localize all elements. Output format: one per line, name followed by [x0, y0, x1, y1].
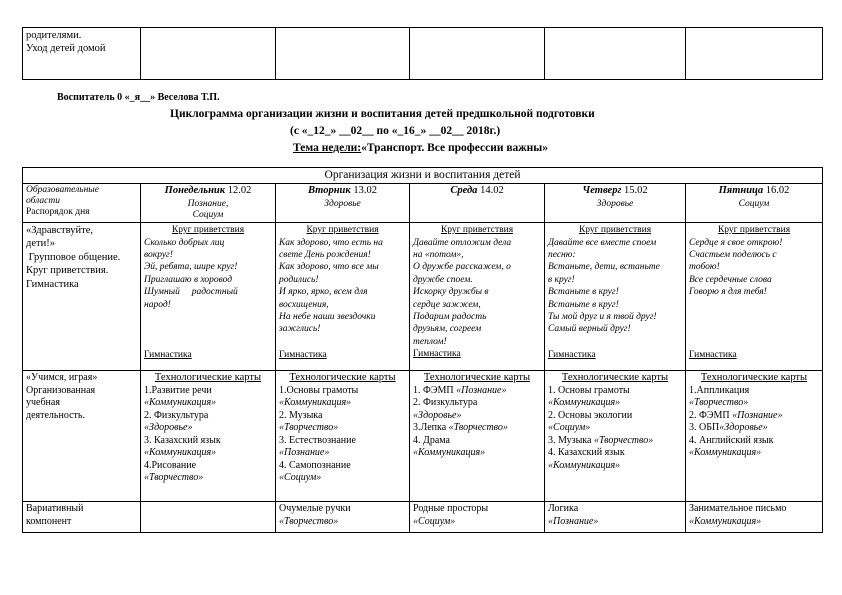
greeting-left-line: Круг приветствия. [26, 265, 109, 277]
poem-line: вокруг! [144, 249, 173, 260]
cards-label: Технологические карты [289, 372, 396, 383]
lesson-line: 1. ФЭМП «Познание» [413, 384, 507, 396]
top-left-cell [23, 28, 141, 80]
poem-line: дружбе споем. [413, 274, 473, 285]
left-header-line: Образовательные [26, 184, 99, 195]
day-date: 16.02 [765, 184, 790, 196]
circle-label: Круг приветствия [717, 225, 791, 235]
left-header-line: области [26, 195, 61, 206]
lesson-line: 4. Казахский язык [548, 447, 625, 458]
lesson-line: 3.Лепка «Творчество» [413, 422, 508, 433]
poem [413, 237, 541, 349]
poem-line: Говорю я для тебя! [689, 287, 767, 298]
lesson-line: «Коммуникация» [548, 397, 621, 408]
theme-value: «Транспорт. Все профессии важны» [361, 142, 548, 154]
day-name: Среда [450, 184, 478, 196]
cards-label: Технологические карты [700, 372, 808, 383]
date-range: (с «_12_» __02__ по «_16_» __02__ 2018г.) [290, 125, 501, 137]
lesson-line: «Творчество» [279, 422, 339, 433]
lesson-line: 1.Основы грамоты [279, 384, 359, 396]
poem-line: народ! [144, 299, 171, 310]
poem-line: Счастьем поделюсь с [689, 249, 777, 260]
variative-left-cell [23, 502, 141, 533]
day-header [276, 183, 410, 198]
cards-label: Технологические карты [423, 372, 531, 383]
learning-left-line: «Учимся, играя» [26, 372, 98, 383]
poem-line: Встаньте в круг! [548, 299, 619, 310]
lesson-line: «Здоровье» [144, 422, 193, 433]
poem-line: зажглись! [279, 324, 321, 335]
learning-cell [276, 371, 410, 502]
learning-left-cell [23, 371, 141, 502]
variative-line: Занимательное письмо [689, 503, 787, 514]
poem-line: в круг! [548, 274, 575, 285]
variative-line: «Познание» [548, 515, 599, 527]
table-row [23, 223, 823, 371]
variative-line: «Социум» [413, 515, 456, 527]
lesson-line: 2. Физкультура [144, 409, 209, 421]
edu-area: Здоровье [276, 198, 410, 223]
table-cell [410, 28, 545, 80]
lesson-line: 3. Казахский язык [144, 434, 221, 446]
poem [548, 237, 682, 336]
poem [279, 237, 406, 336]
circle-label: Круг приветствия [171, 225, 245, 235]
greeting-cell [141, 223, 276, 371]
poem-line: На небе наши звездочки [279, 311, 376, 322]
greeting-left-line: Групповое общение. [26, 251, 121, 263]
top-partial-table [22, 27, 823, 80]
day-header [141, 183, 276, 198]
variative-cell [545, 502, 686, 533]
lesson-line: 1. Основы грамоты [548, 384, 630, 396]
lesson-line: «Социум» [548, 422, 591, 433]
variative-line: Очумелые ручки [279, 503, 351, 514]
poem-line: Сердце я свое открою! [689, 237, 783, 248]
lesson-line: «Социум» [279, 472, 322, 483]
lesson-line: 2. Основы экологии [548, 409, 633, 421]
day-date: 13.02 [353, 184, 377, 196]
greeting-left-line: Гимнастика [26, 278, 79, 290]
circle-label: Круг приветствия [306, 225, 379, 235]
day-header [686, 183, 823, 198]
greeting-cell [686, 223, 823, 371]
cards-label: Технологические карты [561, 372, 669, 383]
table-row [23, 168, 823, 184]
table-row [23, 371, 823, 502]
edu-area: Социум [686, 198, 823, 223]
learning-cell [410, 371, 545, 502]
week-theme [293, 141, 842, 155]
gym-label: Гимнастика [548, 349, 596, 360]
table-cell [141, 28, 276, 80]
schedule-table [22, 167, 823, 533]
poem-line: восхищения, [279, 299, 329, 310]
poem-line: Подарим радость [413, 311, 487, 322]
poem-line: Искорку дружбы в [413, 287, 489, 298]
poem-line: Самый верный друг! [548, 324, 631, 335]
variative-cell [686, 502, 823, 533]
table-row [23, 502, 823, 533]
poem-line: Все сердечные слова [689, 274, 772, 285]
lesson-line: «Коммуникация» [279, 397, 352, 408]
lesson-line: 4. Самопознание [279, 459, 351, 471]
lesson-line: 1.Аппликация [689, 384, 750, 396]
learning-cell [545, 371, 686, 502]
educator-line: Воспитатель 0 «_я__» Веселова Т.П. [57, 92, 220, 103]
poem-line: О дружбе расскажем, о [413, 262, 511, 273]
table-row [23, 198, 823, 223]
lesson-line: «Здоровье» [413, 409, 462, 421]
gym-label: Гимнастика [144, 349, 192, 360]
day-header [410, 183, 545, 198]
greeting-left-cell [23, 223, 141, 371]
greeting-cell [410, 223, 545, 371]
greeting-cell [276, 223, 410, 371]
lesson-line: 4. Драма [413, 434, 450, 446]
poem-line: Как здорово, что все мы [279, 262, 379, 273]
lesson-line: «Коммуникация» [548, 459, 621, 471]
top-cell-line: Уход детей домой [26, 43, 106, 54]
lesson-line: 1.Развитие речи [144, 384, 212, 396]
learning-cell [141, 371, 276, 502]
greeting-cell [545, 223, 686, 371]
poem-line: Давайте все вместе споем [548, 237, 657, 248]
lesson-line: 4.Рисование [144, 459, 197, 471]
day-date: 14.02 [480, 184, 504, 196]
table-cell [276, 28, 410, 80]
poem-line: песню: [548, 249, 576, 260]
poem-line: Встаньте в круг! [548, 287, 619, 298]
circle-label: Круг приветствия [440, 225, 514, 235]
lesson-line: «Творчество» [689, 397, 749, 408]
edu-area: Познание, Социум [141, 198, 276, 223]
day-name: Четверг [582, 184, 622, 196]
cards-label: Технологические карты [154, 372, 262, 383]
table-caption: Организация жизни и воспитания детей [23, 168, 823, 184]
poem-line: теплом! [413, 336, 447, 347]
lesson-line: «Коммуникация» [413, 447, 486, 458]
variative-left-line: Вариативный [26, 503, 84, 514]
variative-cell [276, 502, 410, 533]
poem [689, 237, 819, 299]
variative-line: «Коммуникация» [689, 515, 762, 527]
lesson-line: 2. Музыка [279, 409, 323, 421]
left-header-line: Распорядок дня [26, 206, 90, 217]
poem-line: на «потом», [413, 249, 464, 260]
top-cell-line: родителями. [26, 30, 82, 41]
table-row [23, 183, 823, 198]
poem-line: И ярко, ярко, всем для [279, 287, 368, 298]
gym-label: Гимнастика [689, 349, 737, 360]
gym-label: Гимнастика [413, 349, 461, 360]
poem-line: Ты мой друг и я твой друг! [548, 311, 657, 322]
lesson-line: 3. Музыка «Творчество» [548, 434, 654, 446]
variative-left-line: компонент [26, 515, 72, 527]
lesson-line: 3. Естествознание [279, 434, 356, 446]
poem-line: друзьям, согреем [413, 324, 482, 335]
poem-line: Приглашаю в хоровод [144, 274, 233, 285]
variative-line: Родные просторы [413, 503, 489, 514]
lesson-line: «Познание» [279, 447, 330, 458]
poem-line: тобою! [689, 262, 720, 273]
poem-line: Сколько добрых лиц [144, 237, 225, 248]
page-title: Циклограмма организации жизни и воспитания детей предшкольной подготовки [170, 108, 595, 120]
lesson-line: 2. ФЭМП «Познание» [689, 409, 783, 421]
learning-cell [686, 371, 823, 502]
day-name: Вторник [308, 184, 351, 196]
poem-line: Как здорово, что есть на [279, 237, 383, 248]
lesson-line: 4. Английский язык [689, 434, 774, 446]
poem-line: Давайте отложим дела [413, 237, 512, 248]
variative-cell [141, 502, 276, 533]
table-cell [545, 28, 686, 80]
lesson-line: 3. ОБП«Здоровье» [689, 422, 768, 433]
poem-line: Шумный радостный [144, 287, 238, 298]
day-name: Понедельник [164, 184, 226, 196]
edu-area: Здоровье [545, 198, 686, 223]
day-name: Пятница [718, 184, 764, 196]
poem-line: Эй, ребята, шире круг! [144, 262, 238, 273]
poem [144, 237, 272, 311]
gym-label: Гимнастика [279, 349, 327, 360]
table-cell [686, 28, 823, 80]
poem-line: свете День рождения! [279, 249, 371, 260]
poem-line: Встаньте, дети, встаньте [548, 262, 660, 273]
lesson-line: «Коммуникация» [144, 397, 217, 408]
table-row [23, 28, 823, 80]
variative-cell [410, 502, 545, 533]
learning-left-line: деятельность. [26, 409, 85, 421]
circle-label: Круг приветствия [578, 225, 652, 235]
lesson-line: 2. Физкультура [413, 397, 478, 408]
variative-line: Логика [548, 503, 579, 514]
lesson-line: «Творчество» [144, 472, 204, 483]
day-date: 15.02 [623, 184, 648, 196]
poem-line: сердце зажжем, [413, 299, 481, 310]
lesson-line: «Коммуникация» [689, 447, 762, 458]
learning-left-line: Организованная [26, 384, 96, 396]
day-header [545, 183, 686, 198]
left-header [23, 183, 141, 223]
edu-area [410, 198, 545, 223]
variative-line: «Творчество» [279, 515, 339, 527]
day-date: 12.02 [227, 184, 252, 196]
lesson-line: «Коммуникация» [144, 447, 217, 458]
greeting-left-line: дети!» [26, 238, 55, 250]
theme-label: Тема недели: [293, 142, 362, 154]
learning-left-line: учебная [26, 397, 60, 408]
greeting-left-line: «Здравствуйте, [26, 225, 93, 236]
poem-line: родились! [279, 274, 319, 285]
